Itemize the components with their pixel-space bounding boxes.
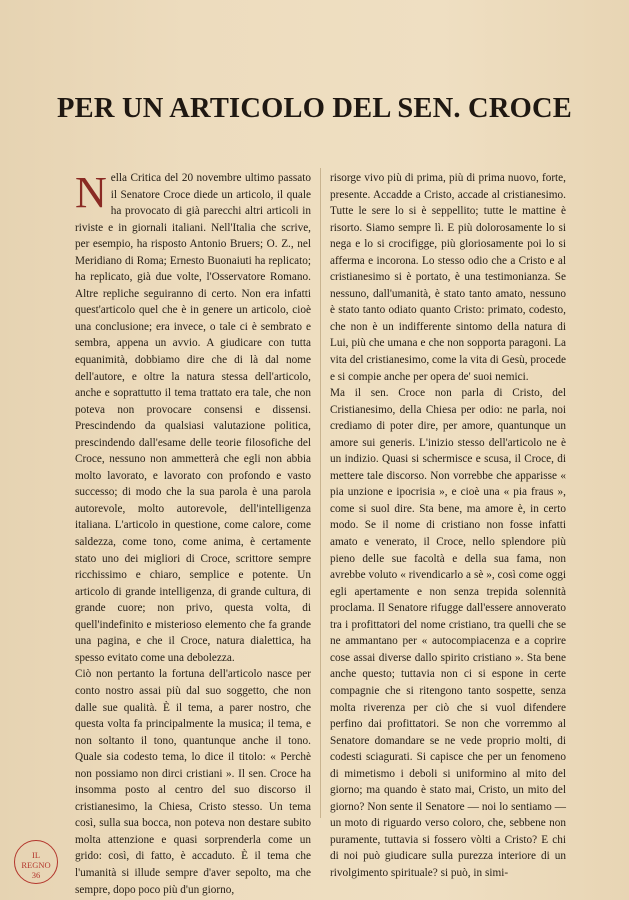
column-divider: [320, 168, 321, 818]
folio-line-1: IL: [31, 850, 41, 860]
page-number: 36: [31, 870, 41, 880]
right-paragraph-1: risorge vivo più di prima, più di prima nuovo, forte, presente. Accadde a Cristo, accade al cristianesimo. Tutte le sere lo si è seppellito; tutte le mattine è risorto. Siamo sempre lì. E più dolorosamente lo si nega e lo si crocifigge, più gloriosamente poi lo si afferma e incorona. Lo stesso odio che a Cristo e al cristianesimo si è portato, è una testimonianza. Se nessuno, dall'umanità, è stato tanto amato, nessuno è stato tanto odiato quanto Cristo: primato, codesto, che non è un indifferente sintomo della natura di Lui, più che umana e che non sopporta paragoni. La vita del cristianesimo, come la vita di Gesù, procede e si compie anche per opera de' suoi nemici.: [330, 172, 566, 383]
left-paragraph-2: Ciò non pertanto la fortuna dell'articolo nasce per conto nostro assai più dal suo soggetto, che non dalle sue qualità. È il tema, a parer nostro, che questa volta fa principalmente la musica; il tema, e non soltanto il tono, quantunque anche il tono. Quale sia codesto tema, lo dice il titolo: « Perchè non possiamo non dirci cristiani ». Il sen. Croce ha insomma posto al centro del suo discorso il cristianesimo, la Chiesa, Cristo stesso. Un tema così, sulla sua bocca, non poteva non destare subito molta attenzione e quasi sorprenderla come un grido: così, di fatto, è accaduto. È il tema che l'umanità si illude sempre d'aver sepolto, ma che sempre, dopo poco più d'un giorno,: [75, 668, 311, 896]
right-column: [330, 170, 566, 879]
left-column: [75, 168, 311, 896]
right-paragraph-2: Ma il sen. Croce non parla di Cristo, del Cristianesimo, della Chiesa per odio: ne parla, noi crediamo di poter dire, per amore, quantunque un amore sui generis. L'inizio stesso dell'articolo ne è un indizio. Quasi si schermisce e scusa, il Croce, di mettere tale discorso. Non vorrebbe che apparisse « pia unzione e ipocrisia », e cioè una « pia fraus », come si suol dire. Sta bene, ma amore è, in certo modo. Se il nome di cristiano non fosse infatti amato e venerato, il Croce, nello splendore più pieno delle sue facoltà e della sua fama, non avrebbe voluto « rivendicarlo a sè », così come oggi egli apertamente e non senza trepida solennità proclama. Il Senatore rifugge dall'essere annoverato tra i profittatori del nome cristiano, tra quelli che se ne ammantano per « autocompiacenza e a coprire cose assai diverse dallo spirito cristiano ». Sta bene anche questo; tuttavia non ci si espone in certe compagnie che si ritengono tanto sospette, senza molta riverenza per ciò che si vuol difendere perfino dai profittatori. Se non che vorremmo al Senatore domandare se ne vede proprio molti, di codesti sciagurati. Si capisce che per un fenomeno di mimetismo i deboli si uniformino al mito del giorno; ma quando è stato mai, Cristo, un mito del giorno? Non sente il Senatore — noi lo sentiamo — un moto di riguardo verso coloro, che, sebbene non puramente, tuttavia si fossero vòlti a Cristo? E chi di noi può giudicare sulla purezza interiore di un rivolgimento spirituale? si può, in simi-: [330, 387, 566, 879]
article-title: PER UN ARTICOLO DEL SEN. CROCE: [57, 93, 572, 125]
folio-line-2: REGNO: [21, 860, 51, 870]
left-paragraph-1-text: ella Critica del 20 novembre ultimo passato il Senatore Croce diede un articolo, il quale ha provocato di già parecchi altri articoli in riviste e in giornali italiani. Nell'Italia che scrive, per esempio, ha risposto Antonio Bruers; O. Z., nel Meridiano di Roma; Ernesto Buonaiuti ha replicato; ha replicato, già due volte, l'Osservatore Romano. Altre repliche seguiranno di certo. Non era infatti quest'articolo quel che è in genere un articolo, cioè una conclusione; era invece, o tale ci è sembrato e sembra, appena un avvio. A giudicare con tutta equanimità, dobbiamo dire che di là dal nome dell'autore, e oltre la natura stessa dell'articolo, anche e soprattutto il tema trattato era tale, che non poteva non provocare consensi e dissensi. Prescindendo da qualsiasi valutazione politica, prescindendo dall'esame delle teorie filosofiche del Croce, nessuno non ammetterà che egli non abbia molto lavorato, e lavorato con profondo e vasto successo; di modo che la sua parola è una parola autorevole, molto autorevole, dell'intelligenza italiana. L'articolo in questione, come calore, come saldezza, come tono, come anima, è certamente stato uno dei migliori di Croce, scrittore sempre ricchissimo e chiaro, semplice e potente. Un articolo di grande intelligenza, di grande cultura, di grande cuore; non privo, questa volta, di quell'indefinito e misterioso elemento che fa grande una pagina, e che il Croce, natura dialettica, ha spesso evitato come una debolezza.: [75, 172, 311, 664]
folio-seal: [14, 840, 58, 884]
drop-cap: N: [75, 168, 107, 217]
left-paragraph-1: [75, 170, 311, 666]
